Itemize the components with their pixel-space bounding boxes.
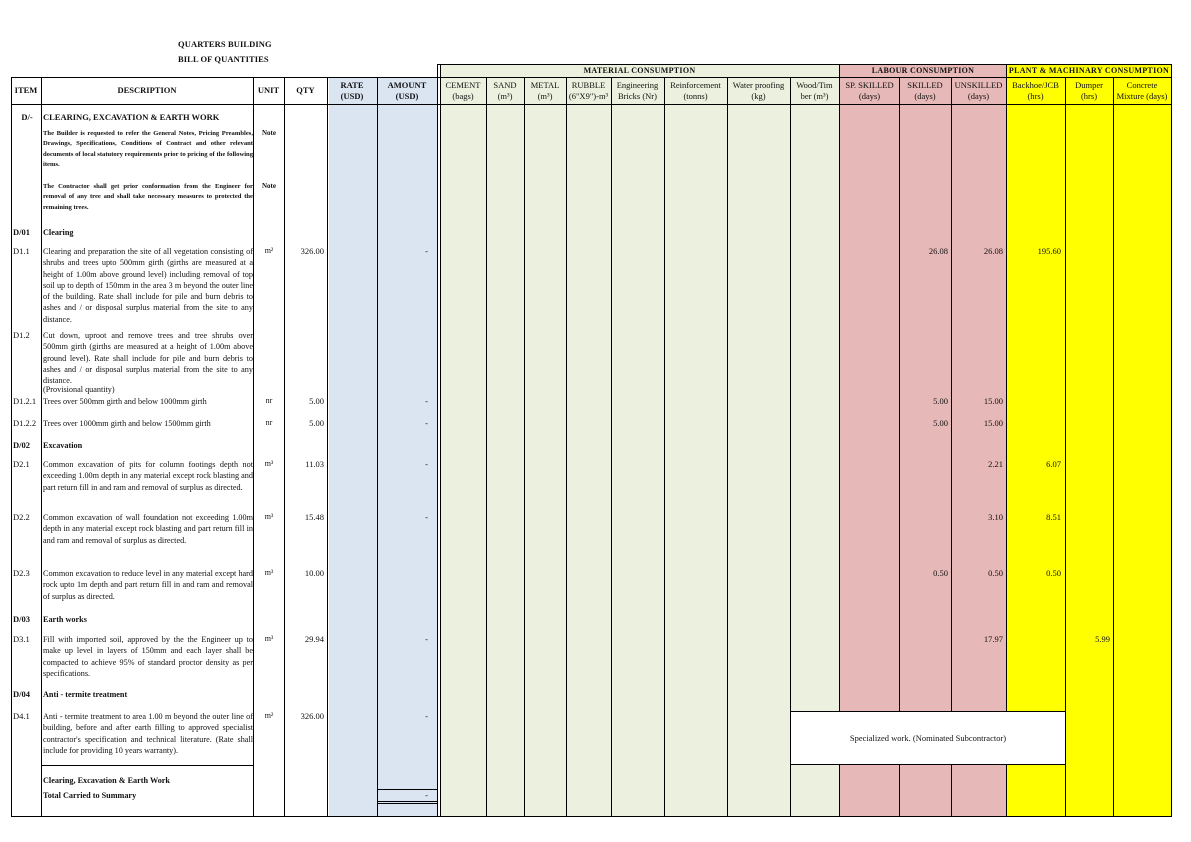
item-code: D/04 bbox=[13, 689, 30, 699]
header-rate: RATE (USD) bbox=[340, 79, 364, 101]
plant-consumption-header: PLANT & MACHINARY CONSUMPTION bbox=[1008, 66, 1170, 75]
item-qty: 326.00 bbox=[300, 246, 324, 256]
item-description: Anti - termite treatment to area 1.00 m beyond the outer line of building, before and after earth filling to approved specialist contractor's specification and technical literature. (Rate shall include for providing 10 years warranty). bbox=[43, 712, 253, 755]
dumper-value: 5.99 bbox=[1095, 634, 1110, 644]
item-code: D1.1 bbox=[13, 246, 30, 256]
provisional-note: (Provisional quantity) bbox=[43, 385, 115, 394]
header-unit: UNIT bbox=[257, 85, 280, 95]
item-code: D1.2.2 bbox=[13, 418, 37, 428]
document-title: QUARTERS BUILDING bbox=[178, 39, 272, 49]
header-cement: CEMENT (bags) bbox=[445, 79, 481, 101]
item-description: Common excavation of pits for column footings depth not exceeding 1.00m depth in any material except rock blasting and part return fill in and ram and removal of surplus as directed. bbox=[43, 460, 253, 492]
skilled-value: 26.08 bbox=[928, 246, 948, 256]
labour-columns-bg bbox=[840, 77, 1006, 817]
item-amount: - bbox=[425, 246, 428, 256]
header-concrete-mixture: Concrete Mixture (days) bbox=[1116, 79, 1168, 101]
rate-column-bg bbox=[329, 77, 377, 817]
unskilled-value: 0.50 bbox=[988, 568, 1003, 578]
item-unit: m² bbox=[264, 246, 274, 255]
header-engineering-bricks: Engineering Bricks (Nr) bbox=[616, 79, 659, 101]
item-unit: m³ bbox=[264, 459, 274, 468]
item-amount: - bbox=[425, 711, 428, 721]
item-code: D/02 bbox=[13, 440, 30, 450]
header-description: DESCRIPTION bbox=[117, 85, 177, 95]
item-qty: 5.00 bbox=[309, 418, 324, 428]
item-code: D/- bbox=[21, 112, 33, 122]
header-qty: QTY bbox=[296, 85, 315, 95]
item-amount: - bbox=[425, 634, 428, 644]
document-subtitle: BILL OF QUANTITIES bbox=[178, 54, 269, 64]
jcb-value: 195.60 bbox=[1037, 246, 1061, 256]
item-qty: 326.00 bbox=[300, 711, 324, 721]
item-qty: 29.94 bbox=[304, 634, 324, 644]
material-consumption-header: MATERIAL CONSUMPTION bbox=[583, 66, 696, 75]
header-sp-skilled: SP. SKILLED (days) bbox=[845, 79, 894, 101]
header-reinforcement: Reinforcement (tonns) bbox=[670, 79, 721, 101]
item-code: D2.3 bbox=[13, 568, 30, 578]
summary-total-label: Total Carried to Summary bbox=[43, 791, 137, 800]
item-unit: m³ bbox=[264, 634, 274, 643]
item-code: D/01 bbox=[13, 227, 30, 237]
header-item: ITEM bbox=[14, 85, 38, 95]
item-amount: - bbox=[425, 396, 428, 406]
subsection-title: Excavation bbox=[43, 441, 83, 450]
item-qty: 15.48 bbox=[304, 512, 324, 522]
unskilled-value: 26.08 bbox=[983, 246, 1003, 256]
item-qty: 10.00 bbox=[304, 568, 324, 578]
note-unit: Note bbox=[262, 182, 276, 190]
unskilled-value: 15.00 bbox=[983, 418, 1003, 428]
item-code: D4.1 bbox=[13, 711, 30, 721]
header-sand: SAND (m³) bbox=[493, 79, 517, 101]
item-description: Cut down, uproot and remove trees and tree shrubs over 500mm girth (girths are measured at a height of 1.00m above ground level). Rate shall include for pile and burn debris to ashes and / or disposal surplus material from the site to any distance. bbox=[43, 331, 253, 386]
item-amount: - bbox=[425, 512, 428, 522]
item-unit: m³ bbox=[264, 512, 274, 521]
header-unskilled: UNSKILLED (days) bbox=[954, 79, 1003, 101]
item-description: Common excavation to reduce level in any material except hard rock upto 1m depth and part return fill in and ram and removal of surplus as directed. bbox=[43, 569, 253, 601]
header-rubble: RUBBLE (6"X9")-m³ bbox=[568, 79, 609, 101]
note-description: The Builder is requested to refer the General Notes, Pricing Preambles, Drawings, Specifications, Conditions of Contract and other relevant documents of local statutory requirements prior to pricing of the following items. bbox=[43, 130, 253, 168]
item-description: Fill with imported soil, approved by the the Engineer up to make up level in layers of 150mm and each layer shall be compacted to achieve 95% of standard proctor density as per specifications. bbox=[43, 635, 253, 678]
amount-column-bg bbox=[378, 77, 437, 817]
subsection-title: Anti - termite treatment bbox=[43, 690, 128, 699]
item-description: Trees over 500mm girth and below 1000mm girth bbox=[43, 397, 207, 406]
labour-consumption-header: LABOUR CONSUMPTION bbox=[871, 66, 975, 75]
header-skilled: SKILLED (days) bbox=[907, 79, 943, 101]
header-backhoe-jcb: Backhoe/JCB (hrs) bbox=[1012, 79, 1059, 101]
item-amount: - bbox=[425, 459, 428, 469]
item-code: D2.2 bbox=[13, 512, 30, 522]
material-columns-bg bbox=[440, 77, 839, 817]
header-wood-timber: Wood/Tim ber (m³) bbox=[796, 79, 833, 101]
skilled-value: 0.50 bbox=[933, 568, 948, 578]
item-unit: nr bbox=[265, 418, 273, 427]
subsection-title: Earth works bbox=[43, 615, 87, 624]
specialized-work-note: Specialized work. (Nominated Subcontractor) bbox=[790, 711, 1066, 765]
plant-columns-bg bbox=[1006, 77, 1172, 817]
item-qty: 11.03 bbox=[305, 459, 324, 469]
item-code: D2.1 bbox=[13, 459, 30, 469]
header-amount: AMOUNT (USD) bbox=[387, 79, 427, 101]
jcb-value: 8.51 bbox=[1046, 512, 1061, 522]
jcb-value: 0.50 bbox=[1046, 568, 1061, 578]
summary-title: Clearing, Excavation & Earth Work bbox=[43, 776, 170, 785]
item-description: Trees over 1000mm girth and below 1500mm girth bbox=[43, 419, 211, 428]
header-metal: METAL (m³) bbox=[530, 79, 560, 101]
note-description: The Contractor shall get prior conformation from the Engineer for removal of any tree and shall take necessary measures to protected the remaining trees. bbox=[43, 183, 253, 211]
header-dumper: Dumper (hrs) bbox=[1075, 79, 1103, 101]
unskilled-value: 15.00 bbox=[983, 396, 1003, 406]
item-description: Clearing and preparation the site of all vegetation consisting of shrubs and trees upto 500mm girth (girths are measured at a height of 1.00m above ground level) including removal of top soil up to depth of 150mm in the area 3 m beyond the outer line of the building. Rate shall include for pile and burn debris to ashes and / or disposal surplus material from the site to any distance. bbox=[43, 247, 253, 324]
item-amount: - bbox=[425, 418, 428, 428]
jcb-value: 6.07 bbox=[1046, 459, 1061, 469]
item-code: D/03 bbox=[13, 614, 30, 624]
section-title: CLEARING, EXCAVATION & EARTH WORK bbox=[43, 112, 220, 122]
unskilled-value: 2.21 bbox=[988, 459, 1003, 469]
item-unit: m² bbox=[264, 711, 274, 720]
item-code: D1.2 bbox=[13, 330, 30, 340]
skilled-value: 5.00 bbox=[933, 396, 948, 406]
item-unit: m³ bbox=[264, 568, 274, 577]
summary-total-amount: - bbox=[425, 790, 428, 800]
item-qty: 5.00 bbox=[309, 396, 324, 406]
item-unit: nr bbox=[265, 396, 273, 405]
subsection-title: Clearing bbox=[43, 228, 74, 237]
header-water-proofing: Water proofing (kg) bbox=[732, 79, 785, 101]
note-unit: Note bbox=[262, 129, 276, 137]
item-code: D1.2.1 bbox=[13, 396, 37, 406]
unskilled-value: 17.97 bbox=[983, 634, 1003, 644]
item-code: D3.1 bbox=[13, 634, 30, 644]
item-description: Common excavation of wall foundation not exceeding 1.00m depth in any material except rock blasting and part return fill in and ram and removal of surplus as directed. bbox=[43, 513, 253, 545]
unskilled-value: 3.10 bbox=[988, 512, 1003, 522]
skilled-value: 5.00 bbox=[933, 418, 948, 428]
